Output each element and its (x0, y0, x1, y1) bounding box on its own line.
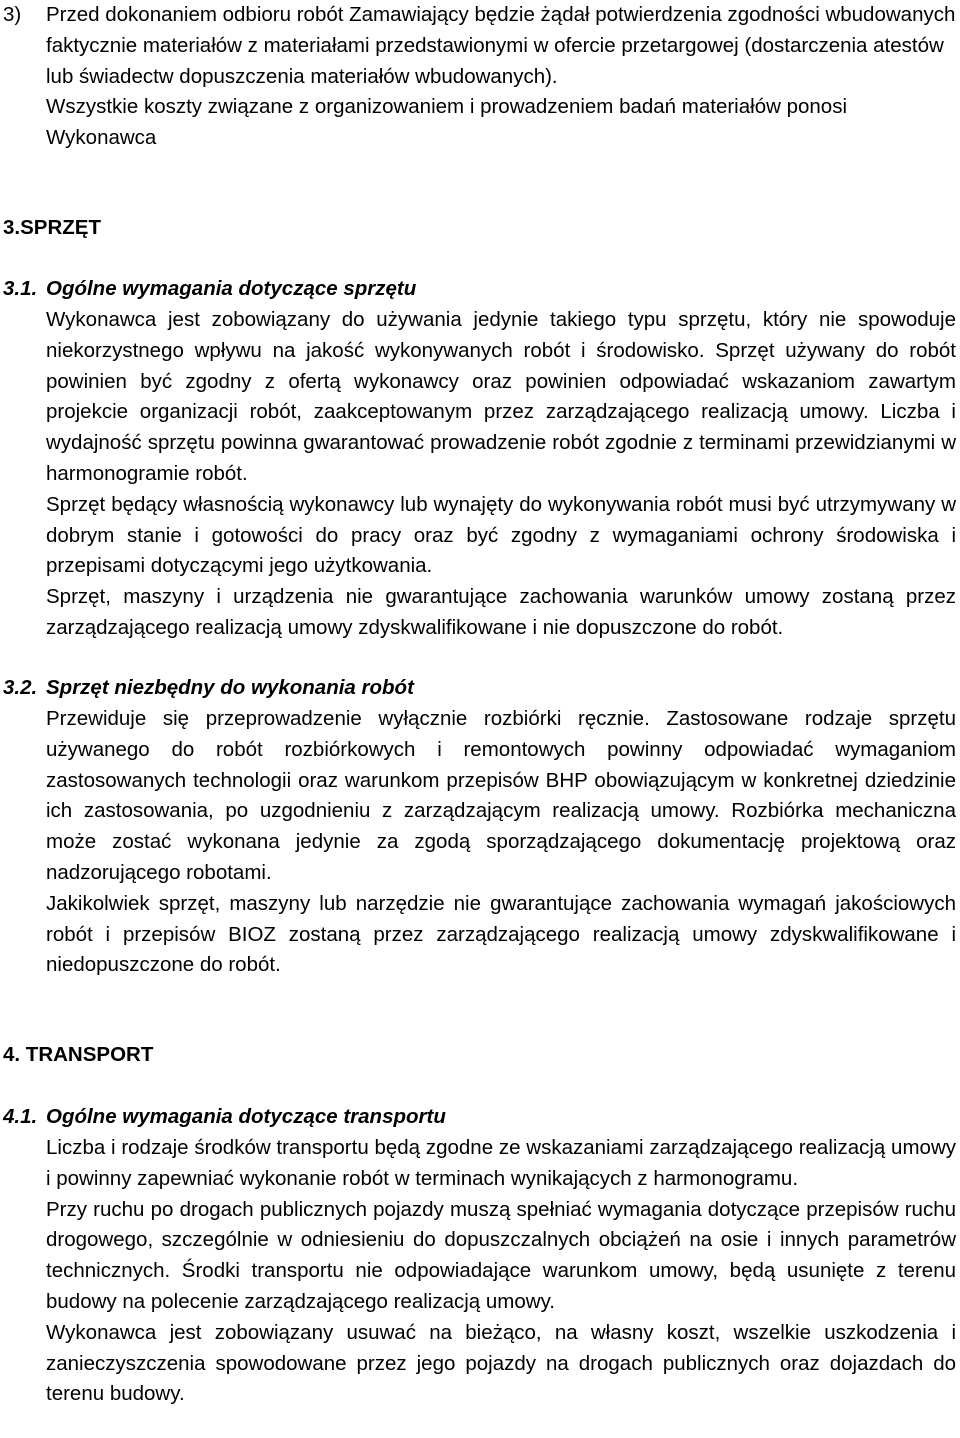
section-4-1-title: Ogólne wymagania dotyczące transportu (46, 1105, 446, 1128)
item3-paragraph-1: Przed dokonaniem odbioru robót Zamawiający będzie żądał potwierdzenia zgodności wbudowanych faktycznie materiałów z materiałami przedstawionymi w ofercie przetargowej (dostarczenia atestów lub świadectw dopuszczenia materiałów wbudowanych). (46, 3, 956, 88)
section-4-1-heading (3, 1102, 446, 1133)
section-3-2-paragraph-2: Jakikolwiek sprzęt, maszyny lub narzędzie nie gwarantujące zachowania wymagań jakościowych robót i przepisów BIOZ zostaną przez zarządzającego realizacją umowy zdyskwalifikowane i niedopuszczone do robót. (46, 891, 956, 977)
section-3-2-heading (3, 673, 414, 704)
section-3-heading: 3.SPRZĘT (3, 216, 101, 239)
section-4-1-paragraph-3: Wykonawca jest zobowiązany usuwać na bieżąco, na własny koszt, wszelkie uszkodzenia i zanieczyszczenia spowodowane przez jego pojazdy na drogach publicznych oraz dojazdach do terenu budowy. (46, 1320, 956, 1406)
section-4-1-paragraph-1: Liczba i rodzaje środków transportu będą zgodne ze wskazaniami zarządzającego realizacją umowy i powinny zapewniać wykonanie robót w terminach wynikających z harmonogramu. (46, 1136, 956, 1190)
section-4-1-number: 4.1. (3, 1105, 38, 1128)
list-marker: 3) (3, 3, 22, 26)
section-4-1-body (46, 1133, 956, 1410)
section-3-1-title: Ogólne wymagania dotyczące sprzętu (46, 277, 417, 300)
section-3-1-paragraph-2: Sprzęt będący własnością wykonawcy lub wynajęty do wykonywania robót musi być utrzymywany w dobrym stanie i gotowości do pracy oraz być zgodny z wymaganiami ochrony środowiska i przepisami dotyczącymi jego użytkowania. (46, 492, 956, 578)
section-3-1-body (46, 305, 956, 644)
section-4-1-paragraph-2: Przy ruchu po drogach publicznych pojazdy muszą spełniać wymagania dotyczące przepisów ruchu drogowego, szczególnie w odniesieniu do dopuszczalnych obciążeń na osie i innych parametrów technicznych. Środki transportu nie odpowiadające warunkom umowy, będą usunięte z terenu budowy na polecenie zarządzającego realizacją umowy. (46, 1197, 956, 1313)
section-4-heading: 4. TRANSPORT (3, 1043, 154, 1066)
list-item-body (46, 0, 956, 154)
section-3-2-number: 3.2. (3, 676, 38, 699)
section-3-2-title: Sprzęt niezbędny do wykonania robót (46, 676, 414, 699)
section-3-1-number: 3.1. (3, 277, 38, 300)
section-3-2-body (46, 704, 956, 981)
item3-paragraph-2: Wszystkie koszty związane z organizowaniem i prowadzeniem badań materiałów ponosi Wykonawca (46, 95, 848, 150)
section-3-1-paragraph-3: Sprzęt, maszyny i urządzenia nie gwarantujące zachowania warunków umowy zostaną przez zarządzającego realizacją umowy zdyskwalifikowane i nie dopuszczone do robót. (46, 585, 956, 639)
section-3-1-heading (3, 274, 416, 305)
section-3-1-paragraph-1: Wykonawca jest zobowiązany do używania jedynie takiego typu sprzętu, który nie spowoduje niekorzystnego wpływu na jakość wykonywanych robót i środowisko. Sprzęt używany do robót powinien być zgodny z ofertą wykonawcy oraz powinien odpowiadać wskazaniom zawartym projekcie organizacji robót, zaakceptowanym przez zarządzającego realizacją umowy. Liczba i wydajność sprzętu powinna gwarantować prowadzenie robót zgodnie z terminami przewidzianymi w harmonogramie robót. (46, 308, 956, 485)
section-3-2-paragraph-1: Przewiduje się przeprowadzenie wyłącznie rozbiórki ręcznie. Zastosowane rodzaje sprzętu używanego do robót rozbiórkowych i remontowych powinny odpowiadać wymaganiom zastosowanych technologii oraz warunkom przepisów BHP obowiązującym w konkretnej dziedzinie ich zastosowania, po uzgodnieniu z zarządzającym realizacją umowy. Rozbiórka mechaniczna może zostać wykonana jedynie za zgodą sporządzającego dokumentację projektową oraz nadzorującego robotami. (46, 707, 956, 884)
